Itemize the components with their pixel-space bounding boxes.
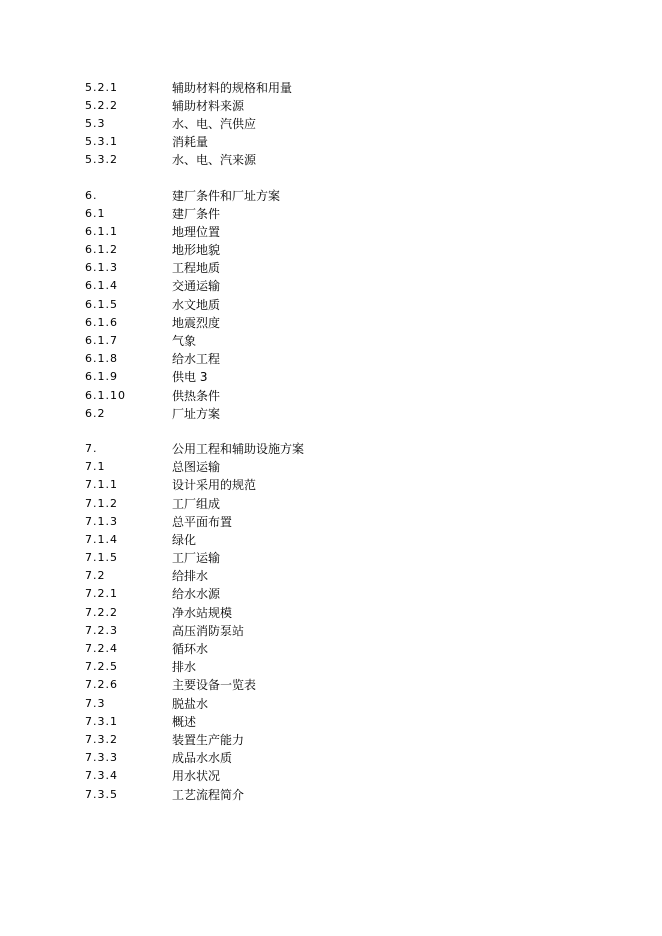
toc-entry [85, 530, 605, 548]
toc-entry-title: 地形地貌 [172, 243, 221, 258]
toc-entry [85, 749, 605, 767]
toc-entry-title: 公用工程和辅助设施方案 [172, 441, 305, 456]
toc-entry [85, 639, 605, 657]
toc-entry-title: 给排水 [172, 569, 209, 584]
toc-entry [85, 222, 605, 240]
toc-entry-title: 高压消防泵站 [172, 623, 245, 638]
toc-entry-number: 7. [85, 441, 98, 455]
toc-entry [85, 476, 605, 494]
toc-entry-number: 6.1.7 [85, 334, 118, 348]
toc-entry-number: 6.1.8 [85, 352, 118, 366]
toc-entry [85, 151, 605, 169]
toc-entry-title: 设计采用的规范 [172, 478, 257, 493]
toc-entry [85, 241, 605, 259]
toc-entry-title: 总平面布置 [172, 514, 233, 529]
toc-entry-title: 地震烈度 [172, 315, 221, 330]
toc-entry-number: 6.1.6 [85, 315, 118, 329]
toc-entry-number: 5.2.2 [85, 98, 118, 112]
toc-entry [85, 331, 605, 349]
toc-entry-number: 7.1 [85, 460, 106, 474]
toc-entry-title: 供热条件 [172, 388, 221, 403]
toc-entry-number: 7.2.6 [85, 678, 118, 692]
toc-entry [85, 549, 605, 567]
toc-entry [85, 186, 605, 204]
toc-entry-title: 绿化 [172, 532, 197, 547]
toc-entry [85, 712, 605, 730]
toc-entry [85, 204, 605, 222]
toc-entry-number: 7.2.3 [85, 623, 118, 637]
toc-entry-title: 消耗量 [172, 135, 209, 150]
toc-entry [85, 114, 605, 132]
toc-entry-title: 成品水水质 [172, 751, 233, 766]
toc-entry-title: 厂址方案 [172, 406, 221, 421]
toc-entry [85, 730, 605, 748]
toc-entry [85, 96, 605, 114]
toc-entry-number: 7.3 [85, 696, 106, 710]
toc-entry-number: 7.1.2 [85, 496, 118, 510]
toc-entry-number: 6.1.10 [85, 388, 126, 402]
toc-entry [85, 785, 605, 803]
toc-entry-number: 5.3.1 [85, 135, 118, 149]
toc-entry-number: 6.1.4 [85, 279, 118, 293]
toc-entry [85, 259, 605, 277]
toc-entry-number: 6.1 [85, 206, 106, 220]
toc-entry-title: 给水工程 [172, 352, 221, 367]
toc-entry-title: 概述 [172, 714, 197, 729]
toc-entry-number: 5.3 [85, 116, 106, 130]
toc-entry-number: 5.3.2 [85, 153, 118, 167]
toc-entry-title: 装置生产能力 [172, 732, 245, 747]
toc-entry [85, 368, 605, 386]
toc-entry-title: 辅助材料的规格和用量 [172, 80, 293, 95]
toc-entry-title: 交通运输 [172, 279, 221, 294]
toc-entry-number: 6. [85, 188, 98, 202]
toc-entry-title: 气象 [172, 334, 197, 349]
toc-entry-title: 工艺流程简介 [172, 787, 245, 802]
toc-entry-title: 供电 3 [172, 370, 208, 385]
toc-entry-title: 辅助材料来源 [172, 98, 245, 113]
toc-entry [85, 277, 605, 295]
toc-entry [85, 78, 605, 96]
toc-entry [85, 439, 605, 457]
toc-entry-number: 7.3.4 [85, 769, 118, 783]
toc-entry [85, 458, 605, 476]
toc-entry [85, 676, 605, 694]
toc-entry [85, 404, 605, 422]
toc-entry [85, 603, 605, 621]
toc-entry-number: 7.1.5 [85, 551, 118, 565]
toc-entry-title: 水、电、汽供应 [172, 116, 257, 131]
toc-entry-number: 7.1.1 [85, 478, 118, 492]
toc-entry-title: 脱盐水 [172, 696, 209, 711]
toc-entry-number: 7.2.1 [85, 587, 118, 601]
toc-entry-number: 5.2.1 [85, 80, 118, 94]
toc-entry-title: 建厂条件和厂址方案 [172, 188, 281, 203]
toc-entry-title: 总图运输 [172, 460, 221, 475]
toc-entry-number: 7.3.3 [85, 751, 118, 765]
toc-entry [85, 386, 605, 404]
table-of-contents [85, 78, 605, 803]
toc-entry-title: 水文地质 [172, 297, 221, 312]
toc-entry-number: 7.2.2 [85, 605, 118, 619]
toc-entry-number: 7.1.3 [85, 514, 118, 528]
toc-entry-number: 6.1.5 [85, 297, 118, 311]
toc-entry [85, 313, 605, 331]
toc-entry-number: 7.3.2 [85, 732, 118, 746]
toc-entry [85, 767, 605, 785]
toc-entry [85, 585, 605, 603]
toc-entry-number: 7.2.4 [85, 642, 118, 656]
toc-entry-number: 7.3.5 [85, 787, 118, 801]
toc-entry-title: 排水 [172, 660, 197, 675]
toc-entry [85, 350, 605, 368]
toc-entry-title: 工程地质 [172, 261, 221, 276]
toc-entry-number: 6.1.2 [85, 243, 118, 257]
toc-entry-number: 7.3.1 [85, 714, 118, 728]
toc-entry [85, 295, 605, 313]
toc-entry-title: 用水状况 [172, 769, 221, 784]
toc-entry-title: 主要设备一览表 [172, 678, 257, 693]
toc-entry-title: 水、电、汽来源 [172, 153, 257, 168]
toc-entry-title: 循环水 [172, 642, 209, 657]
toc-entry-number: 6.1.1 [85, 224, 118, 238]
toc-entry [85, 567, 605, 585]
toc-entry [85, 658, 605, 676]
toc-entry-number: 7.2 [85, 569, 106, 583]
toc-entry-number: 6.1.3 [85, 261, 118, 275]
toc-entry [85, 512, 605, 530]
toc-entry-title: 建厂条件 [172, 206, 221, 221]
toc-entry [85, 694, 605, 712]
toc-entry-number: 7.1.4 [85, 532, 118, 546]
toc-entry [85, 621, 605, 639]
toc-entry-title: 工厂运输 [172, 551, 221, 566]
toc-entry-title: 工厂组成 [172, 496, 221, 511]
toc-entry-number: 7.2.5 [85, 660, 118, 674]
toc-entry-title: 净水站规模 [172, 605, 233, 620]
toc-entry-title: 地理位置 [172, 224, 221, 239]
toc-entry [85, 133, 605, 151]
toc-entry-title: 给水水源 [172, 587, 221, 602]
toc-entry [85, 494, 605, 512]
toc-entry-number: 6.2 [85, 406, 106, 420]
toc-entry-number: 6.1.9 [85, 370, 118, 384]
